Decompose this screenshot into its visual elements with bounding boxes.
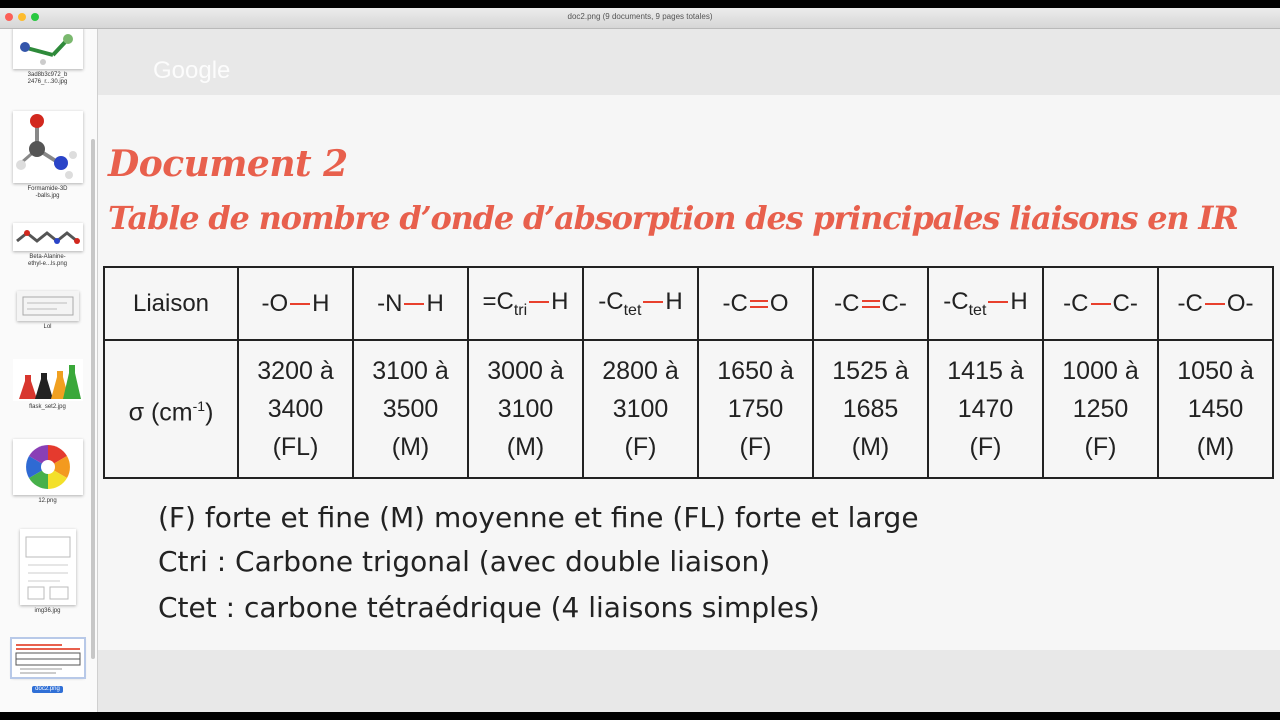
sidebar-scrollbar[interactable] — [91, 139, 95, 659]
document-thumbnail — [17, 291, 79, 321]
table-row — [104, 340, 1273, 478]
thumbnail-item[interactable] — [10, 291, 85, 331]
bond-cell — [468, 267, 583, 340]
single-bond-line — [988, 301, 1008, 303]
bond-cell — [1043, 267, 1158, 340]
molecule-thumbnail — [13, 111, 83, 183]
thumbnail-item[interactable] — [10, 111, 85, 200]
carbon-subscript: tet — [968, 301, 987, 319]
ir-absorption-table — [103, 266, 1274, 479]
value-cell: 1050 à 1450 (M) — [1158, 340, 1273, 478]
bond-atom-left: =C — [482, 287, 514, 315]
document-thumbnail — [20, 529, 76, 605]
thumbnail-caption: 12.png — [38, 498, 57, 504]
bond-cell — [583, 267, 698, 340]
legend-intensity: (F) forte et fine (M) moyenne et fine (FL) forte et large — [158, 501, 919, 534]
colorwheel-thumbnail — [13, 439, 83, 495]
bond-atom-left: -C — [834, 289, 860, 317]
single-bond-line — [1205, 303, 1225, 305]
bond-atom-right: C- — [881, 289, 907, 317]
thumbnail-item[interactable] — [10, 439, 85, 505]
bond-atom-right: H — [665, 287, 683, 315]
double-bond-line — [862, 300, 880, 308]
carbon-subscript: tet — [623, 301, 642, 319]
single-bond-line — [643, 301, 663, 303]
value-cell: 3000 à 3100 (M) — [468, 340, 583, 478]
value-cell: 3100 à 3500 (M) — [353, 340, 468, 478]
preview-window — [0, 8, 1280, 712]
bond-atom-right: H — [312, 289, 330, 317]
flask-thumbnail — [13, 359, 83, 401]
value-cell: 3200 à 3400 (FL) — [238, 340, 353, 478]
single-bond-line — [404, 303, 424, 305]
thumbnail-caption: doc2.png — [32, 686, 63, 693]
bond-cell — [353, 267, 468, 340]
bond-cell — [698, 267, 813, 340]
sigma-exponent: -1 — [192, 397, 206, 414]
sigma-label: σ (cm — [128, 398, 193, 427]
title-bar — [0, 8, 1280, 29]
legend-ctri: Ctri : Carbone trigonal (avec double liaison) — [158, 545, 771, 578]
single-bond-line — [290, 303, 310, 305]
thumbnail-caption: 3ad8b3c972_b 2476_r...30.jpg — [27, 72, 68, 85]
bond-atom-right: O- — [1226, 289, 1254, 317]
bond-atom-left: -C — [943, 287, 969, 315]
legend-ctet: Ctet : carbone tétraédrique (4 liaisons simples) — [158, 591, 820, 624]
bond-atom-right: H — [551, 287, 569, 315]
row-header-sigma — [104, 340, 238, 478]
value-cell: 1000 à 1250 (F) — [1043, 340, 1158, 478]
carbon-subscript: tri — [513, 301, 528, 319]
molecule-thumbnail — [13, 29, 83, 69]
bond-atom-left: -N — [377, 289, 403, 317]
thumbnail-caption: Lol — [43, 324, 52, 330]
value-cell: 1415 à 1470 (F) — [928, 340, 1043, 478]
bond-atom-left: -C — [722, 289, 748, 317]
document-subtitle: Table de nombre d’onde d’absorption des principales liaisons en IR — [108, 199, 1238, 237]
thumbnail-caption: img36.jpg — [34, 608, 61, 614]
thumbnail-item-selected[interactable] — [10, 639, 85, 695]
thumbnail-item[interactable] — [10, 223, 85, 268]
double-bond-line — [750, 300, 768, 308]
sigma-close: ) — [205, 398, 214, 427]
value-cell: 1650 à 1750 (F) — [698, 340, 813, 478]
bond-cell — [1158, 267, 1273, 340]
bond-atom-right: H — [1010, 287, 1028, 315]
bond-atom-right: O — [769, 289, 789, 317]
canvas-bottom-margin — [98, 650, 1280, 712]
thumbnail-sidebar[interactable] — [0, 29, 98, 712]
bond-cell — [238, 267, 353, 340]
bond-cell — [928, 267, 1043, 340]
thumbnail-item[interactable] — [10, 529, 85, 615]
document-title: Document 2 — [108, 143, 348, 185]
bond-atom-left: -C — [1177, 289, 1203, 317]
row-header-liaison: Liaison — [104, 267, 238, 340]
thumbnail-item[interactable] — [10, 29, 85, 86]
bond-cell — [813, 267, 928, 340]
value-cell: 2800 à 3100 (F) — [583, 340, 698, 478]
thumbnail-caption: flask_set2.jpg — [29, 404, 66, 410]
bond-atom-right: H — [426, 289, 444, 317]
bond-atom-left: -C — [1063, 289, 1089, 317]
molecule-thumbnail — [13, 223, 83, 251]
canvas-top-margin — [98, 29, 1280, 95]
window-title: doc2.png (9 documents, 9 pages totales) — [567, 12, 713, 21]
single-bond-line — [529, 301, 549, 303]
thumbnail-caption: Formamide-3D -balls.jpg — [27, 186, 68, 199]
document-image — [98, 95, 1280, 650]
overlay-ghost-text: Google — [153, 57, 231, 84]
value-cell: 1525 à 1685 (M) — [813, 340, 928, 478]
thumbnail-caption: Beta-Alanine- ethyl-e...ls.png — [27, 254, 68, 267]
bond-atom-left: -C — [598, 287, 624, 315]
table-row — [104, 267, 1273, 340]
single-bond-line — [1091, 303, 1111, 305]
bond-atom-left: -O — [261, 289, 289, 317]
document-thumbnail — [12, 639, 84, 677]
thumbnail-item[interactable] — [10, 359, 85, 411]
bond-atom-right: C- — [1112, 289, 1138, 317]
